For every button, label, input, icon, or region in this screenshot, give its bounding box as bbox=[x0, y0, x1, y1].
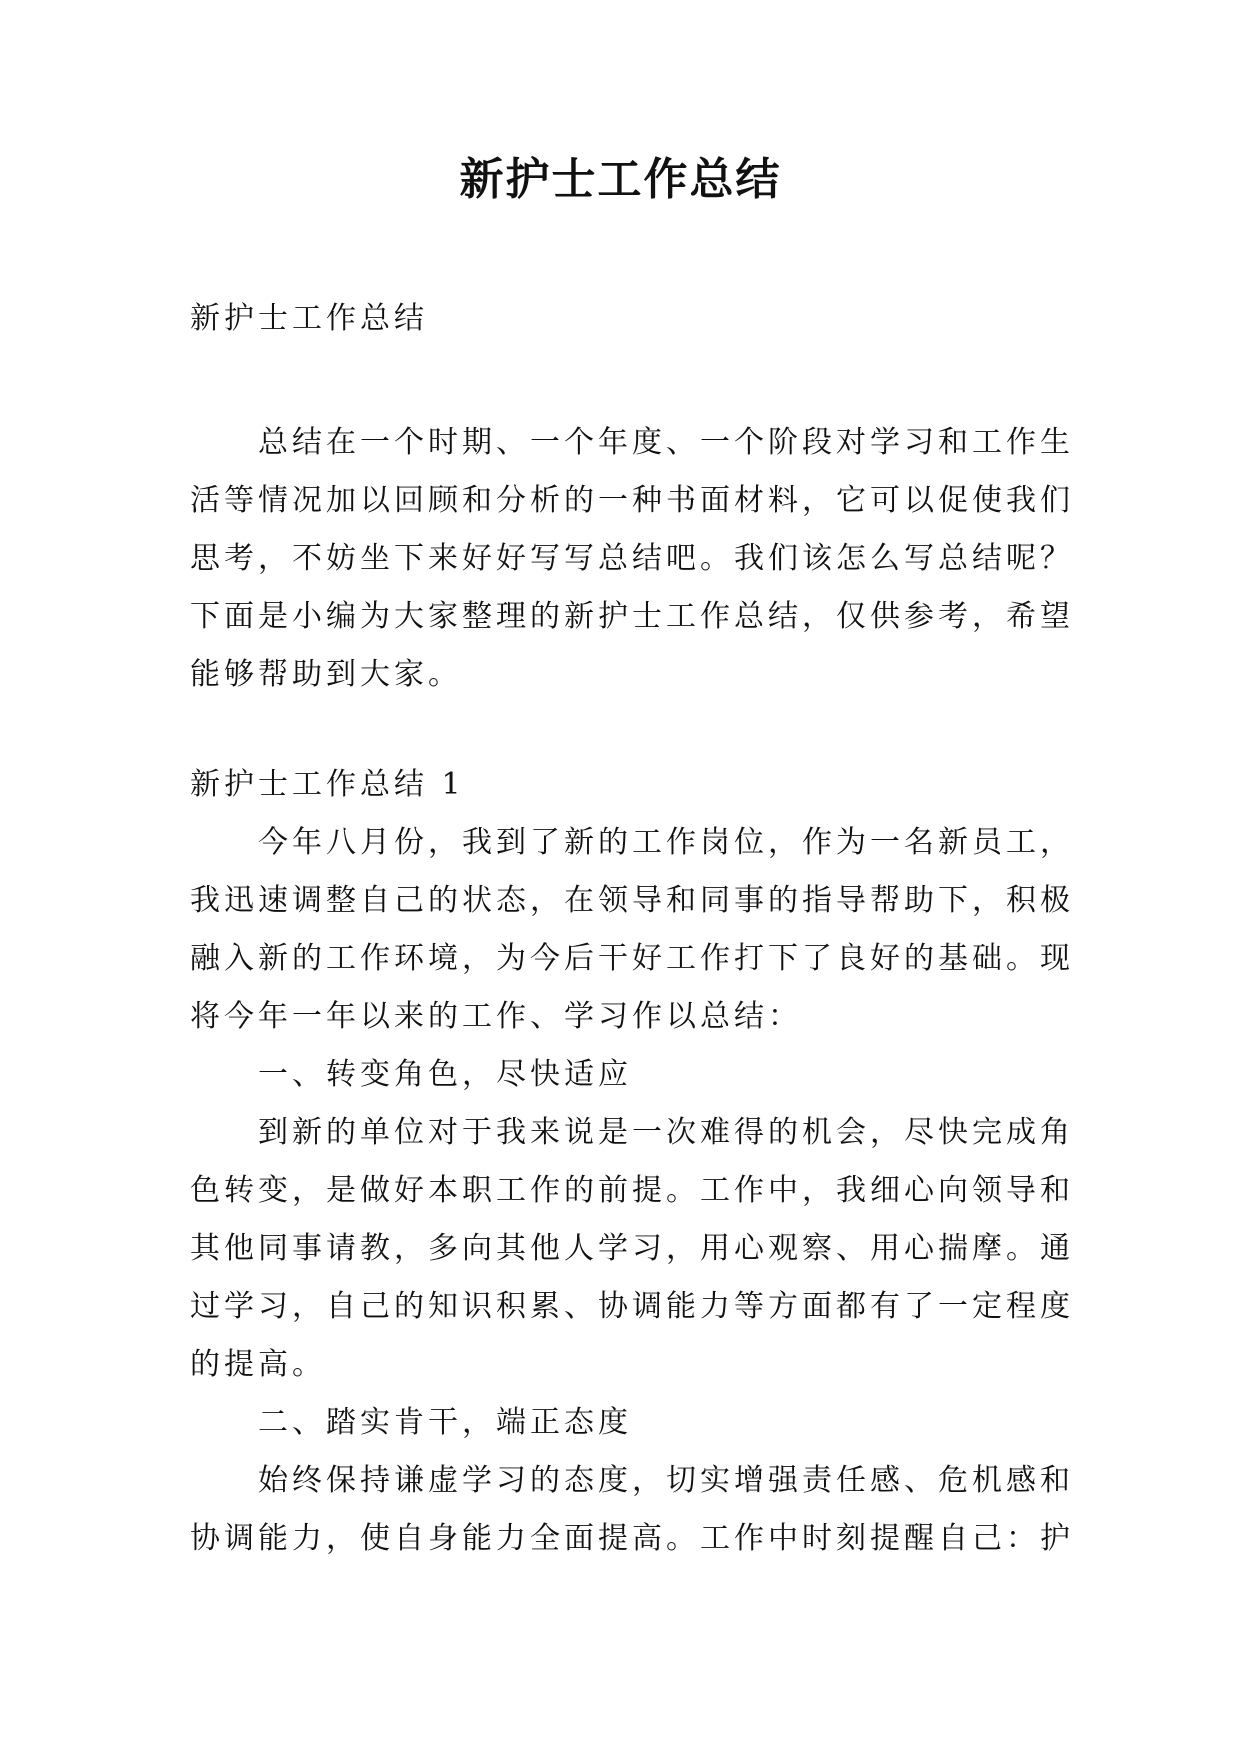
intro-line: 下面是小编为大家整理的新护士工作总结，仅供参考，希望 bbox=[190, 599, 1074, 634]
paragraph-line: 协调能力，使自身能力全面提高。工作中时刻提醒自己：护 bbox=[190, 1521, 1074, 1556]
document-title: 新护士工作总结 bbox=[459, 154, 782, 205]
paragraph-line: 过学习，自己的知识积累、协调能力等方面都有了一定程度 bbox=[190, 1289, 1074, 1324]
intro-line: 能够帮助到大家。 bbox=[190, 657, 462, 692]
paragraph-line: 色转变，是做好本职工作的前提。工作中，我细心向领导和 bbox=[190, 1173, 1074, 1208]
subheading-attitude: 二、踏实肯干，端正态度 bbox=[258, 1405, 632, 1440]
paragraph-line: 到新的单位对于我来说是一次难得的机会，尽快完成角 bbox=[258, 1115, 1074, 1150]
paragraph-line: 融入新的工作环境，为今后干好工作打下了良好的基础。现 bbox=[190, 941, 1074, 976]
intro-line: 总结在一个时期、一个年度、一个阶段对学习和工作生 bbox=[258, 425, 1074, 460]
section-heading: 新护士工作总结 1 bbox=[190, 767, 465, 802]
document-subtitle: 新护士工作总结 bbox=[190, 301, 428, 336]
intro-line: 活等情况加以回顾和分析的一种书面材料，它可以促使我们 bbox=[190, 483, 1074, 518]
paragraph-line: 我迅速调整自己的状态，在领导和同事的指导帮助下，积极 bbox=[190, 883, 1074, 918]
subheading-adapt: 一、转变角色，尽快适应 bbox=[258, 1057, 632, 1092]
paragraph-line: 今年八月份，我到了新的工作岗位，作为一名新员工， bbox=[258, 825, 1074, 860]
paragraph-line: 将今年一年以来的工作、学习作以总结： bbox=[190, 999, 802, 1034]
paragraph-line: 的提高。 bbox=[190, 1347, 326, 1382]
paragraph-line: 其他同事请教，多向其他人学习，用心观察、用心揣摩。通 bbox=[190, 1231, 1074, 1266]
document-body bbox=[190, 290, 1074, 1568]
paragraph-line: 始终保持谦虚学习的态度，切实增强责任感、危机感和 bbox=[258, 1463, 1074, 1498]
intro-line: 思考，不妨坐下来好好写写总结吧。我们该怎么写总结呢？ bbox=[190, 541, 1074, 576]
